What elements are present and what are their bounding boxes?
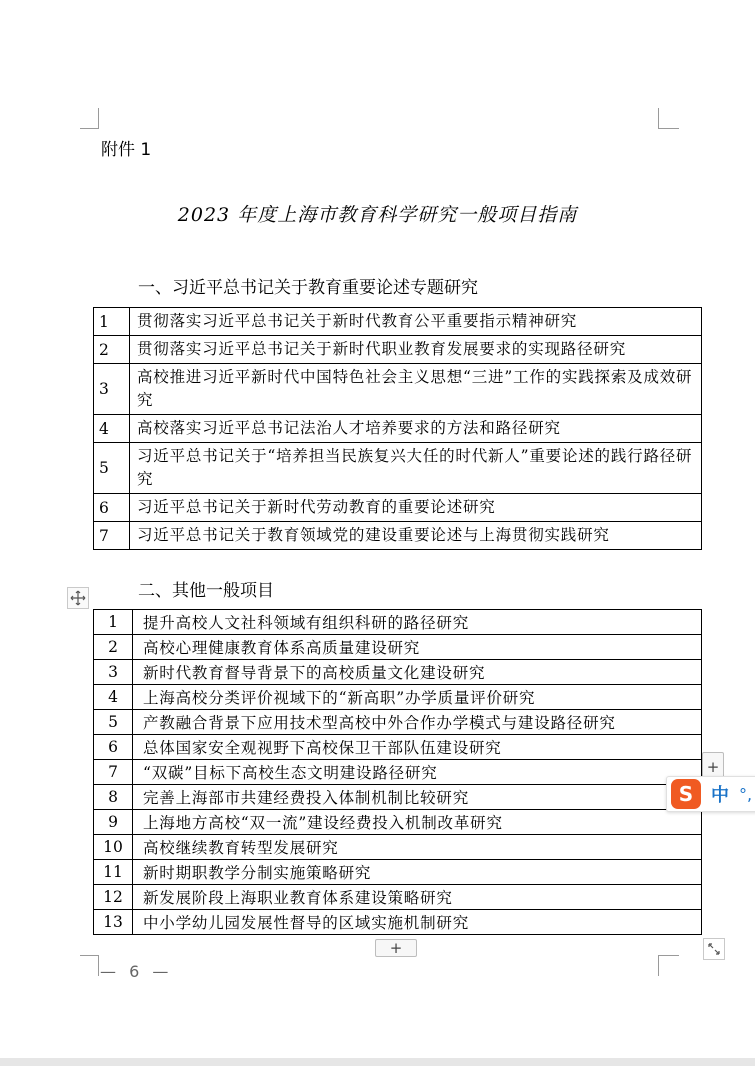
- table-row: [94, 860, 702, 885]
- row-topic[interactable]: 上海高校分类评价视域下的“新高职”办学质量评价研究: [133, 685, 702, 710]
- row-number[interactable]: 1: [94, 610, 133, 635]
- row-topic[interactable]: 贯彻落实习近平总书记关于新时代职业教育发展要求的实现路径研究: [130, 336, 702, 364]
- row-topic[interactable]: 贯彻落实习近平总书记关于新时代教育公平重要指示精神研究: [130, 308, 702, 336]
- row-number[interactable]: 7: [94, 522, 130, 550]
- crop-mark-bottom-right: [658, 955, 679, 976]
- crop-mark-bottom-left: [80, 955, 99, 976]
- table-row: [94, 910, 702, 935]
- row-topic[interactable]: 新时期职教学分制实施策略研究: [133, 860, 702, 885]
- row-topic[interactable]: 习近平总书记关于教育领域党的建设重要论述与上海贯彻实践研究: [130, 522, 702, 550]
- row-topic[interactable]: 产教融合背景下应用技术型高校中外合作办学模式与建设路径研究: [133, 710, 702, 735]
- row-topic[interactable]: 新发展阶段上海职业教育体系建设策略研究: [133, 885, 702, 910]
- attachment-label: 附件 1: [101, 140, 152, 160]
- table-row: [94, 810, 702, 835]
- table-row: [94, 735, 702, 760]
- row-topic[interactable]: 高校落实习近平总书记法治人才培养要求的方法和路径研究: [130, 415, 702, 443]
- row-number[interactable]: 5: [94, 710, 133, 735]
- row-topic[interactable]: 中小学幼儿园发展性督导的区域实施机制研究: [133, 910, 702, 935]
- table-resize-icon[interactable]: [703, 938, 725, 960]
- section2-table: [93, 609, 702, 935]
- row-number[interactable]: 6: [94, 735, 133, 760]
- document-title: 2023 年度上海市教育科学研究一般项目指南: [177, 204, 578, 226]
- row-number[interactable]: 1: [94, 308, 130, 336]
- row-topic[interactable]: 上海地方高校“双一流”建设经费投入机制改革研究: [133, 810, 702, 835]
- table-row: [94, 336, 702, 364]
- row-topic[interactable]: 习近平总书记关于新时代劳动教育的重要论述研究: [130, 494, 702, 522]
- crop-mark-top-left: [80, 108, 99, 129]
- row-topic[interactable]: 提升高校人文社科领域有组织科研的路径研究: [133, 610, 702, 635]
- table-row: [94, 835, 702, 860]
- table-row: [94, 760, 702, 785]
- sogou-logo-icon[interactable]: S: [671, 779, 701, 809]
- ime-toolbar[interactable]: [666, 776, 755, 812]
- row-number[interactable]: 8: [94, 785, 133, 810]
- section1-table: [93, 307, 702, 550]
- table-move-icon[interactable]: [67, 587, 89, 609]
- table-row: [94, 635, 702, 660]
- crop-mark-top-right: [658, 108, 679, 129]
- table-row: [94, 610, 702, 635]
- table-row: [94, 364, 702, 415]
- row-number[interactable]: 2: [94, 336, 130, 364]
- row-number[interactable]: 7: [94, 760, 133, 785]
- table-row: [94, 443, 702, 494]
- table-row: [94, 494, 702, 522]
- table-row: [94, 415, 702, 443]
- row-number[interactable]: 11: [94, 860, 133, 885]
- row-number[interactable]: 3: [94, 364, 130, 415]
- row-topic[interactable]: 习近平总书记关于“培养担当民族复兴大任的时代新人”重要论述的践行路径研究: [130, 443, 702, 494]
- row-topic[interactable]: 高校心理健康教育体系高质量建设研究: [133, 635, 702, 660]
- add-row-button[interactable]: +: [375, 939, 417, 957]
- row-number[interactable]: 5: [94, 443, 130, 494]
- table-row: [94, 710, 702, 735]
- row-topic[interactable]: “双碳”目标下高校生态文明建设路径研究: [133, 760, 702, 785]
- row-topic[interactable]: 高校继续教育转型发展研究: [133, 835, 702, 860]
- table-row: [94, 308, 702, 336]
- row-topic[interactable]: 新时代教育督导背景下的高校质量文化建设研究: [133, 660, 702, 685]
- table-row: [94, 660, 702, 685]
- row-number[interactable]: 3: [94, 660, 133, 685]
- ime-mode-toggle[interactable]: 中: [711, 785, 729, 806]
- section2-heading: 二、其他一般项目: [138, 581, 274, 601]
- row-topic[interactable]: 高校推进习近平新时代中国特色社会主义思想“三进”工作的实践探索及成效研究: [130, 364, 702, 415]
- row-number[interactable]: 13: [94, 910, 133, 935]
- row-number[interactable]: 2: [94, 635, 133, 660]
- page-number: — 6 —: [100, 962, 173, 981]
- row-topic[interactable]: 总体国家安全观视野下高校保卫干部队伍建设研究: [133, 735, 702, 760]
- row-number[interactable]: 12: [94, 885, 133, 910]
- row-number[interactable]: 10: [94, 835, 133, 860]
- workspace-background: [0, 1058, 755, 1066]
- table-row: [94, 785, 702, 810]
- table-row: [94, 685, 702, 710]
- row-number[interactable]: 6: [94, 494, 130, 522]
- move-icon: [70, 590, 86, 606]
- row-number[interactable]: 9: [94, 810, 133, 835]
- row-number[interactable]: 4: [94, 685, 133, 710]
- row-number[interactable]: 4: [94, 415, 130, 443]
- table-row: [94, 885, 702, 910]
- ime-punctuation-toggle[interactable]: °,: [739, 784, 753, 804]
- resize-icon: [707, 942, 721, 956]
- add-column-button[interactable]: +: [702, 752, 724, 782]
- section1-heading: 一、习近平总书记关于教育重要论述专题研究: [138, 278, 478, 298]
- table-row: [94, 522, 702, 550]
- row-topic[interactable]: 完善上海部市共建经费投入体制机制比较研究: [133, 785, 702, 810]
